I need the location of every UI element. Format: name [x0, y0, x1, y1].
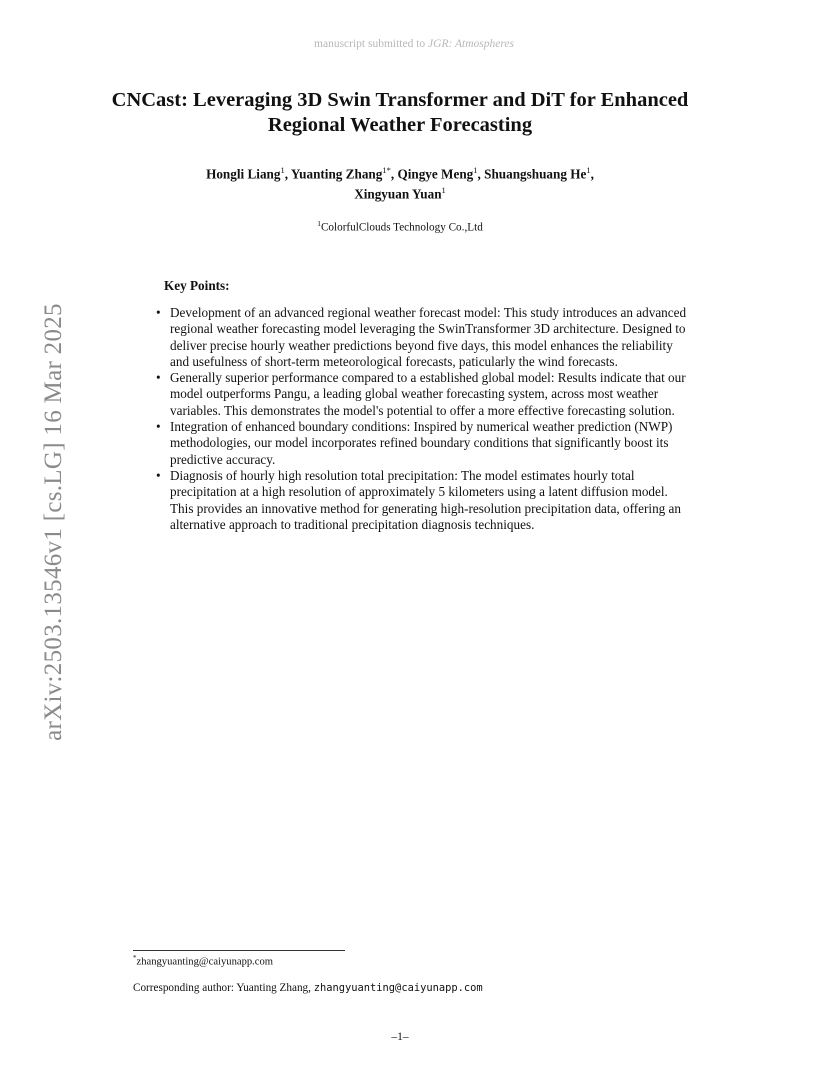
author-separator: , — [284, 166, 291, 182]
page-number: –1– — [391, 1031, 409, 1043]
author-name: Qingye Meng — [397, 166, 474, 182]
footnote-divider — [133, 950, 345, 951]
affiliation-mark: 1 — [317, 219, 321, 228]
affiliation — [0, 219, 800, 234]
key-points-list — [155, 305, 689, 533]
author-affiliation-mark: 1 — [586, 165, 591, 175]
bullet-icon: • — [156, 419, 161, 435]
author-name: Shuangshuang He — [484, 166, 587, 182]
key-point-text: Development of an advanced regional weather forecast model: This study introduces an advanced regional weather forecasting model leveraging the SwinTransformer 3D architecture. Designed to deliver precise hourly weather predictions beyond five days, this model enhances the reliability and usefulness of short-term meteorological forecasts, paticularly the wind forecasts. — [170, 305, 687, 369]
author-affiliation-mark: 1* — [382, 165, 391, 175]
bullet-icon: • — [156, 305, 161, 320]
bullet-icon: • — [156, 370, 161, 386]
author-separator: , — [590, 166, 594, 182]
author-name: Xingyuan Yuan — [354, 186, 442, 202]
footnote-email: zhangyuanting@caiyunapp.com — [136, 956, 274, 968]
affiliation-name: ColorfulClouds Technology Co.,Ltd — [320, 221, 483, 234]
key-point-item — [155, 419, 689, 468]
key-points-heading: Key Points: — [164, 278, 230, 293]
corresponding-author — [133, 982, 483, 994]
key-point-text: Diagnosis of hourly high resolution total precipitation: The model estimates hourly total precipitation at a high resolution of approximately 5 kilometers using a latent diffusion model. This provides an innovative method for generating high-resolution precipitation data, offering an alternative approach to traditional precipitation diagnosis techniques. — [170, 467, 681, 532]
author-affiliation-mark: 1 — [441, 185, 446, 196]
arxiv-identifier: arXiv:2503.13546v1 [cs.LG] 16 Mar 2025 — [40, 303, 67, 741]
paper-title: CNCast: Leveraging 3D Swin Transformer and DiT for Enhanced Regional Weather Forecasting — [111, 89, 689, 136]
author-separator: , — [477, 166, 485, 182]
corresponding-email: zhangyuanting@caiyunapp.com — [313, 982, 483, 994]
author-list — [140, 162, 660, 203]
manuscript-header — [0, 38, 828, 50]
key-point-item — [155, 305, 689, 370]
author-affiliation-mark: 1 — [280, 165, 285, 175]
key-point-item — [155, 468, 689, 533]
header-prefix: manuscript submitted to — [314, 38, 429, 50]
key-point-text: Generally superior performance compared to a established global model: Results indicate that our model outperforms Pangu, a leading global weather forecasting system, across most weather variables. This demonstrates the model's potential to offer a more effective forecasting solution. — [170, 370, 686, 418]
corresponding-label: Corresponding author: Yuanting Zhang, — [133, 982, 314, 994]
footnote — [133, 954, 273, 968]
author-affiliation-mark: 1 — [473, 165, 478, 175]
author-name: Hongli Liang — [206, 166, 281, 182]
key-point-text: Integration of enhanced boundary conditions: Inspired by numerical weather prediction (NWP) methodologies, our model incorporates refined boundary conditions that significantly boost its predictive accuracy. — [170, 419, 673, 467]
bullet-icon: • — [156, 467, 161, 483]
key-point-item — [155, 370, 689, 419]
author-name: Yuanting Zhang — [290, 166, 383, 182]
footnote-mark: * — [133, 954, 137, 962]
author-separator: , — [390, 166, 398, 182]
journal-name: JGR: Atmospheres — [428, 38, 514, 50]
